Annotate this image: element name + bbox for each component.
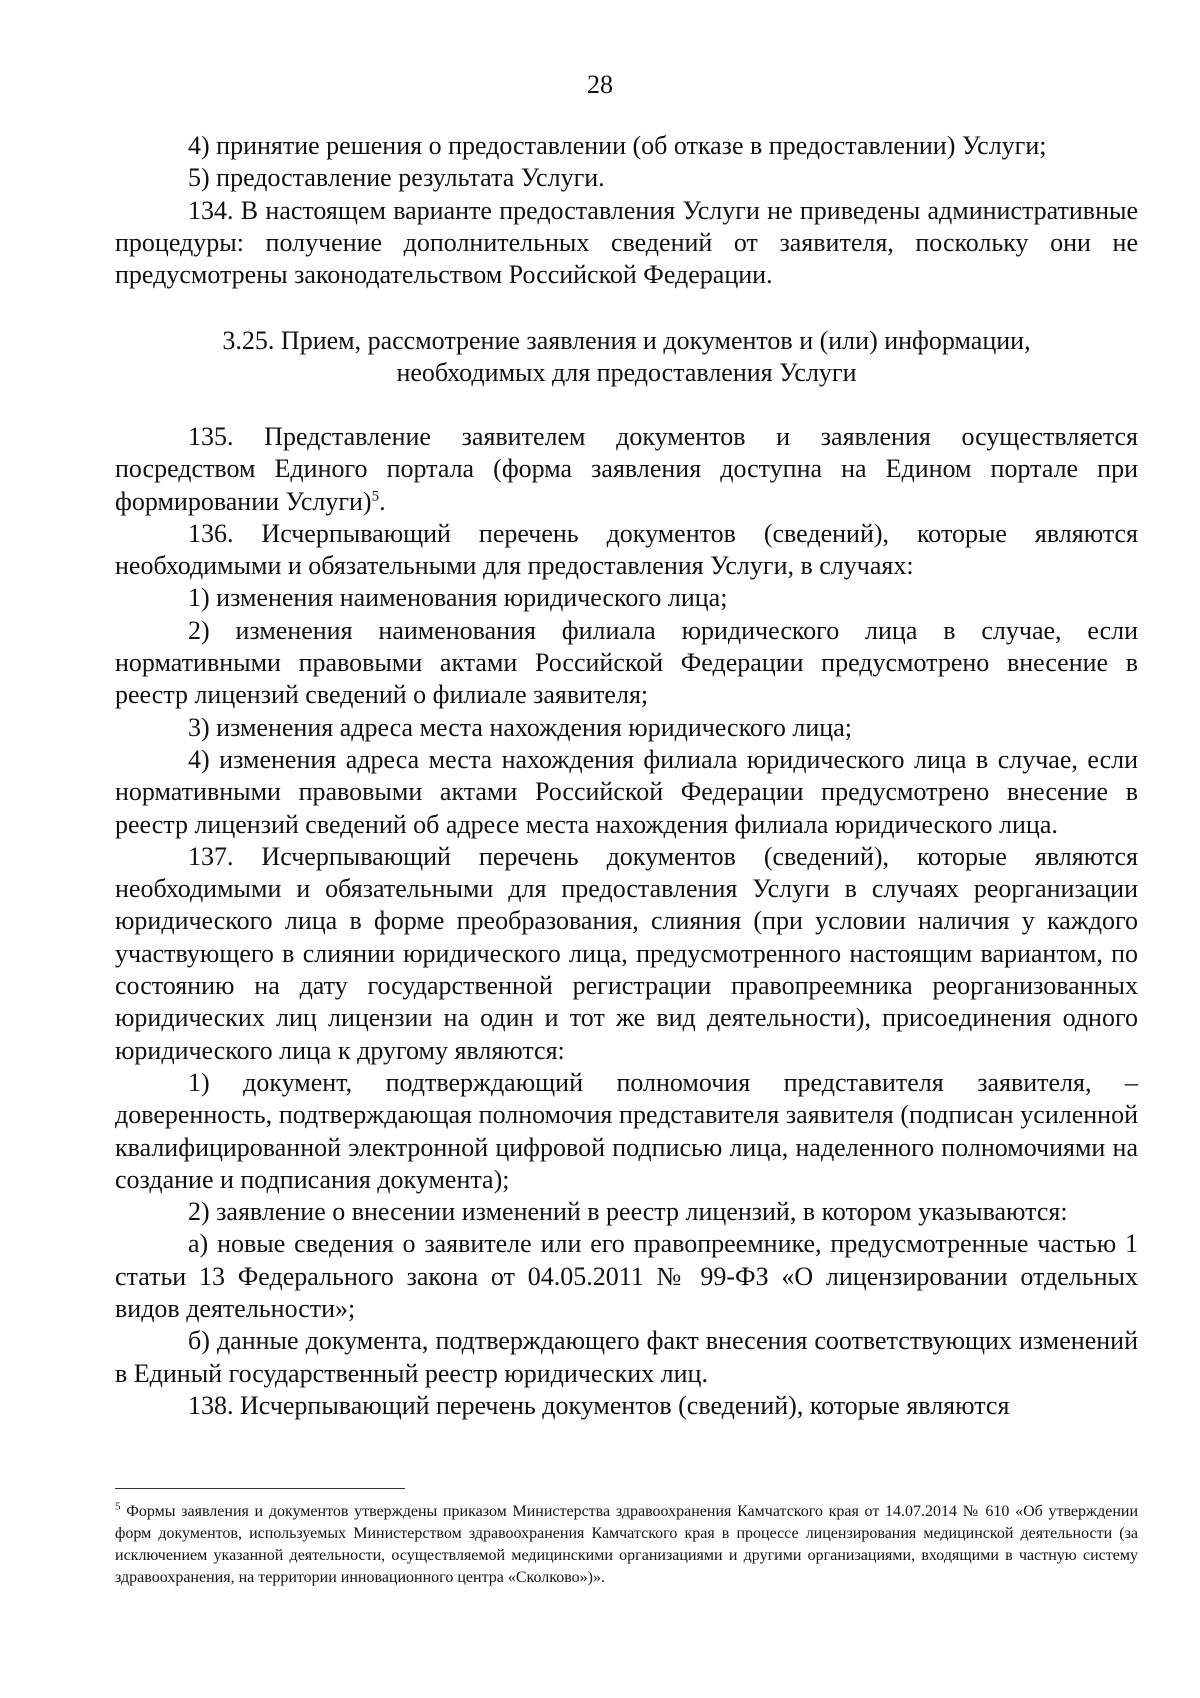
list-item: 4) изменения адреса места нахождения филиала юридического лица в случае, если нормативными правовыми актами Российской Федерации предусмотрено внесение в реестр лицензий сведений об адресе места нахождения филиала юридического лица.: [115, 744, 1138, 839]
section-heading-line: необходимых для предоставления Услуги: [396, 358, 857, 387]
paragraph: 138. Исчерпывающий перечень документов (сведений), которые являются: [188, 1390, 1010, 1420]
list-item: 3) изменения адреса места нахождения юридического лица;: [188, 712, 852, 742]
paragraph: 134. В настоящем варианте предоставления Услуги не приведены административные процедуры: получение дополнительных сведений от заявителя, поскольку они не предусмотрены законодательством Российской Федерации.: [115, 195, 1138, 290]
paragraph-text: 135. Представление заявителем документов и заявления осуществляется посредством Единого портала (форма заявления доступна на Едином портале при формировании Услуги): [115, 422, 1138, 516]
list-item: б) данные документа, подтверждающего факт внесения соответствующих изменений в Единый государственный реестр юридических лиц.: [115, 1326, 1138, 1388]
list-item: 2) изменения наименования филиала юридического лица в случае, если нормативными правовыми актами Российской Федерации предусмотрено внесение в реестр лицензий сведений о филиале заявителя;: [115, 615, 1138, 710]
paragraph-tail: .: [379, 486, 386, 516]
footnote: [115, 1501, 1138, 1589]
list-item: 1) изменения наименования юридического лица;: [188, 583, 728, 613]
paragraph: 137. Исчерпывающий перечень документов (сведений), которые являются необходимыми и обязательными для предоставления Услуги в случаях реорганизации юридического лица в форме преобразования, слияния (при условии наличия у каждого участвующего в слиянии юридического лица, предусмотренного настоящим вариантом, по состоянию на дату государственной регистрации правопреемника реорганизованных юридических лиц лицензии на один и тот же вид деятельности), присоединения одного юридического лица к другому являются:: [115, 841, 1138, 1065]
list-item: 2) заявление о внесении изменений в реестр лицензий, в котором указываются:: [188, 1197, 1068, 1227]
page-number: 28: [587, 70, 613, 99]
main-text-block: [115, 421, 1138, 1422]
footnote-text: Формы заявления и документов утверждены приказом Министерства здравоохранения Камчатского края от 14.07.2014 № 610 «Об утверждении форм документов, используемых Министерством здравоохранения Камчатского края в процессе лицензирования медицинской деятельности (за исключением указанной деятельности, осуществляемой медицинскими организациями и другими организациями, входящими в частную систему здравоохранения, на территории инновационного центра «Сколково»)».: [115, 1503, 1138, 1586]
footnote-marker: 5: [115, 1500, 121, 1513]
paragraph: [115, 421, 1138, 518]
footnote-divider: [115, 1488, 405, 1489]
section-heading: [115, 325, 1138, 389]
list-item: 1) документ, подтверждающий полномочия представителя заявителя, – доверенность, подтверждающая полномочия представителя заявителя (подписан усиленной квалифицированной электронной цифровой подписью лица, наделенного полномочиями на создание и подписания документа);: [115, 1067, 1138, 1194]
footnote-reference: 5: [371, 487, 380, 504]
top-text-block: [115, 130, 1138, 291]
paragraph: 5) предоставление результата Услуги.: [188, 163, 605, 193]
paragraph: 4) принятие решения о предоставлении (об отказе в предоставлении) Услуги;: [188, 131, 1047, 160]
paragraph: 136. Исчерпывающий перечень документов (сведений), которые являются необходимыми и обязательными для предоставления Услуги, в случаях:: [115, 518, 1138, 581]
list-item: а) новые сведения о заявителе или его правопреемнике, предусмотренные частью 1 статьи 13 Федерального закона от 04.05.2011 № 99-ФЗ «О лицензировании отдельных видов деятельности»;: [115, 1229, 1138, 1324]
section-heading-line: 3.25. Прием, рассмотрение заявления и документов и (или) информации,: [222, 326, 1031, 355]
